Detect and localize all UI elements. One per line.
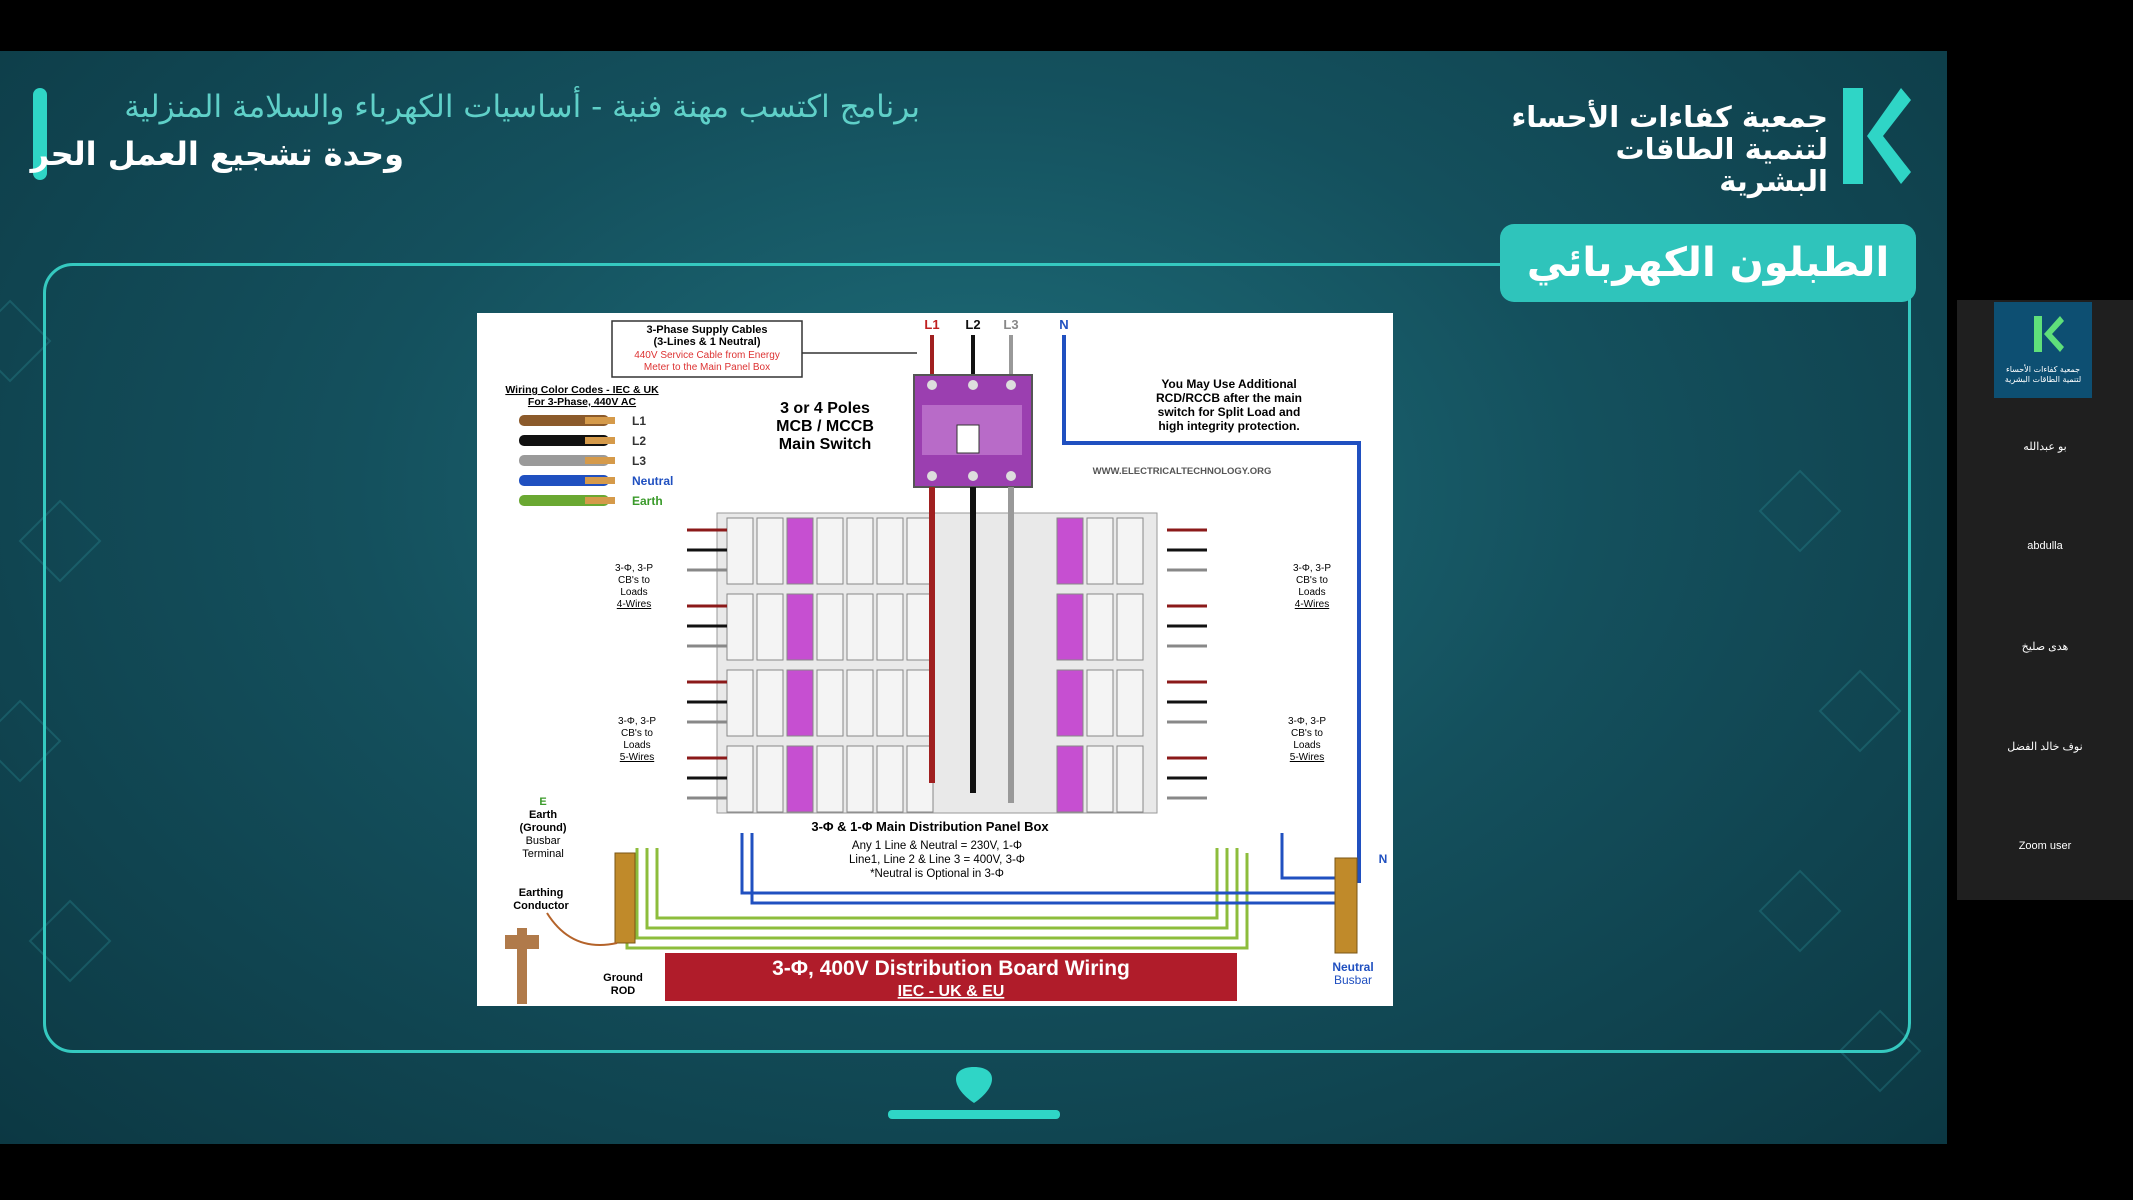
unit-title: وحدة تشجيع العمل الحر [30, 135, 404, 173]
phase-label-l2: L2 [965, 317, 981, 332]
circuit-breaker [757, 518, 783, 584]
circuit-breaker [757, 594, 783, 660]
legend-cable-tip [585, 497, 615, 504]
circuit-breaker [1087, 594, 1113, 660]
circuit-breaker [787, 594, 813, 660]
neutral-busbar-label-1: Neutral [1332, 960, 1374, 974]
circuit-breaker [817, 594, 843, 660]
circuit-breaker [1087, 746, 1113, 812]
circuit-breaker [787, 518, 813, 584]
phase-label-l1: L1 [924, 317, 940, 332]
main-switch-label-1: 3 or 4 Poles [780, 400, 870, 417]
supply-title-2: (3-Lines & 1 Neutral) [653, 336, 761, 348]
phase-label-l3: L3 [1003, 317, 1019, 332]
cb-4wire-left-1: 3-Φ, 3-P [615, 563, 653, 574]
circuit-breaker [847, 670, 873, 736]
panel-note-3: *Neutral is Optional in 3-Φ [870, 868, 1004, 880]
supply-title-1: 3-Phase Supply Cables [646, 324, 768, 336]
legend-label: Earth [632, 494, 663, 508]
main-switch-label-2: MCB / MCCB [776, 418, 874, 435]
organization-logo-icon [1843, 88, 1911, 184]
cb-4wire-left-4: 4-Wires [616, 599, 652, 610]
wiring-codes-2: For 3-Phase, 440V AC [527, 396, 637, 408]
cb-5wire-left-4: 5-Wires [619, 752, 655, 763]
earth-label-3: Busbar [525, 835, 561, 847]
earth-label-2: (Ground) [519, 822, 567, 834]
legend-label: L1 [632, 414, 647, 428]
legend-label: L2 [632, 434, 647, 448]
participant-name[interactable]: نوف خالد الفضل [2007, 741, 2083, 753]
circuit-breaker [817, 518, 843, 584]
circuit-breaker [877, 670, 903, 736]
cb-5wire-right-4: 5-Wires [1289, 752, 1325, 763]
rcd-note-1: You May Use Additional [1161, 377, 1297, 391]
cb-4wire-left-3: Loads [620, 587, 648, 598]
legend-label: Neutral [632, 474, 674, 488]
participant-name[interactable]: abdulla [2027, 540, 2063, 552]
banner-subtitle: IEC - UK & EU [897, 983, 1005, 1000]
thumb-org-line2: لتنمية الطاقات البشرية [2004, 375, 2082, 384]
cb-4wire-left-2: CB's to [618, 575, 650, 586]
legend-label: L3 [632, 454, 647, 468]
earth-e-label: E [539, 796, 547, 808]
neutral-n-label: N [1378, 852, 1388, 866]
organization-name [1500, 101, 1828, 197]
panel-note-2: Line1, Line 2 & Line 3 = 400V, 3-Φ [849, 854, 1025, 866]
participant-name[interactable]: بو عبدالله [2023, 441, 2067, 453]
program-title: برنامج اكتسب مهنة فنية - أساسيات الكهرباء والسلامة المنزلية [124, 89, 920, 125]
circuit-breaker [877, 518, 903, 584]
cb-4wire-right-4: 4-Wires [1294, 599, 1330, 610]
organization-name-line2: لتنمية الطاقات البشرية [1615, 132, 1828, 198]
website-label: WWW.ELECTRICALTECHNOLOGY.ORG [1092, 466, 1272, 477]
distribution-board-diagram [477, 313, 1393, 1006]
circuit-breaker [1057, 518, 1083, 584]
shared-slide [0, 51, 1947, 1144]
thumb-org-line1: جمعية كفاءات الأحساء [2005, 365, 2081, 374]
circuit-breaker [727, 670, 753, 736]
circuit-breaker [817, 746, 843, 812]
participant-name[interactable]: Zoom user [2018, 840, 2072, 852]
circuit-breaker [757, 746, 783, 812]
circuit-breaker [1057, 594, 1083, 660]
circuit-breaker [787, 746, 813, 812]
panel-title: 3-Φ & 1-Φ Main Distribution Panel Box [811, 819, 1049, 834]
presenter-pin-icon [888, 1065, 1060, 1127]
participants-panel [1957, 300, 2133, 900]
circuit-breaker [847, 518, 873, 584]
neutral-busbar-label-2: Busbar [1333, 973, 1373, 987]
supply-note-1: 440V Service Cable from Energy [634, 350, 780, 361]
cb-4wire-right-1: 3-Φ, 3-P [1293, 563, 1331, 574]
rcd-note-4: high integrity protection. [1158, 419, 1300, 433]
circuit-breaker [727, 518, 753, 584]
cb-4wire-right-2: CB's to [1296, 575, 1328, 586]
circuit-breaker [877, 594, 903, 660]
circuit-breaker [787, 670, 813, 736]
circuit-breaker [847, 594, 873, 660]
participant-thumbnail[interactable] [1994, 302, 2092, 398]
organization-name-line1: جمعية كفاءات الأحساء [1511, 100, 1828, 134]
section-title: الطبلون الكهربائي [1500, 224, 1916, 302]
cb-4wire-right-3: Loads [1298, 587, 1326, 598]
circuit-breaker [757, 670, 783, 736]
panel-note-1: Any 1 Line & Neutral = 230V, 1-Φ [851, 840, 1023, 852]
cb-5wire-left-1: 3-Φ, 3-P [618, 716, 656, 727]
banner-title: 3-Φ, 400V Distribution Board Wiring [772, 957, 1130, 980]
phase-label-n: N [1059, 317, 1069, 332]
earthing-label-2: Conductor [513, 900, 569, 912]
legend-cable-tip [585, 437, 615, 444]
rcd-note-3: switch for Split Load and [1157, 405, 1301, 419]
circuit-breaker [727, 746, 753, 812]
circuit-breaker [1117, 670, 1143, 736]
earthing-label-1: Earthing [518, 887, 564, 899]
circuit-breaker [727, 594, 753, 660]
legend-cable-tip [585, 477, 615, 484]
ground-rod-label-2: ROD [610, 985, 636, 997]
earth-label-1: Earth [528, 809, 558, 821]
participant-name[interactable]: هدى صليخ [2021, 641, 2069, 653]
circuit-breaker [817, 670, 843, 736]
circuit-breaker [1117, 594, 1143, 660]
circuit-breaker [1057, 670, 1083, 736]
circuit-breaker [1117, 746, 1143, 812]
main-switch-label-3: Main Switch [778, 436, 872, 453]
circuit-breaker [1057, 746, 1083, 812]
cb-5wire-right-3: Loads [1293, 740, 1321, 751]
cb-5wire-left-2: CB's to [621, 728, 653, 739]
cb-5wire-right-1: 3-Φ, 3-P [1288, 716, 1326, 727]
wiring-codes-1: Wiring Color Codes - IEC & UK [505, 384, 659, 396]
circuit-breaker [1087, 518, 1113, 584]
cb-5wire-left-3: Loads [623, 740, 651, 751]
cb-5wire-right-2: CB's to [1291, 728, 1323, 739]
circuit-breaker [847, 746, 873, 812]
ground-rod-label-1: Ground [603, 972, 643, 984]
wire-color-legend [519, 414, 673, 508]
circuit-breaker [1087, 670, 1113, 736]
organization-logo-small-icon [1994, 302, 2092, 398]
legend-cable-tip [585, 417, 615, 424]
legend-cable-tip [585, 457, 615, 464]
earth-label-4: Terminal [522, 848, 564, 860]
circuit-breaker [1117, 518, 1143, 584]
circuit-breaker [877, 746, 903, 812]
rcd-note-2: RCD/RCCB after the main [1155, 391, 1303, 405]
supply-note-2: Meter to the Main Panel Box [643, 362, 771, 373]
